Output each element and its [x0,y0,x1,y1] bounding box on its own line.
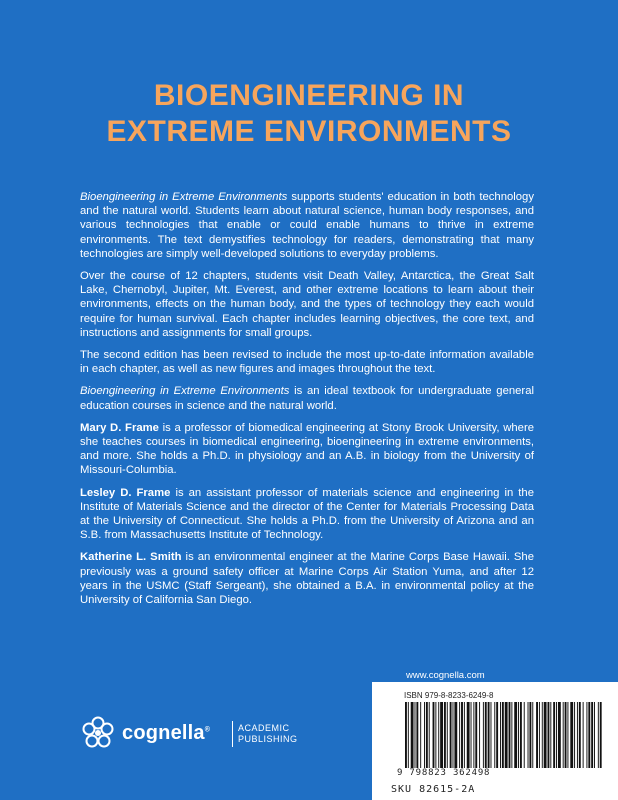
description-paragraph-2: Over the course of 12 chapters, students visit Death Valley, Antarctica, the Great Salt Lake, Chernobyl, Jupiter, Mt. Everest, and other extreme locations to learn about their environments, effects on the human body, and the types of technology they each would require for human survival. Each chapter includes learning objectives, the core text, and instructions and assignments for small groups. [80,270,534,339]
author-name: Lesley D. Frame [80,486,171,499]
description-paragraph-3: The second edition has been revised to include the most up-to-date information available in each chapter, as well as new figures and images throughout the text. [80,349,534,376]
description-text: is an ideal textbook for undergraduate general education courses in science and the natural world. [80,385,534,412]
description-paragraph-4 [80,384,534,412]
book-title-italic: Bioengineering in Extreme Environments [80,191,288,203]
author-bio-text: is an environmental engineer at the Marine Corps Base Hawaii. She previously was a ground safety officer at Marine Corps Air Station Yuma, and after 12 years in the USMC (Staff Sergeant), she obtained a B.A. in environmental policy at the University of California San Diego. [80,551,534,607]
description-text: supports students' education in both technology and the natural world. Students learn about natural science, human body responses, and various technologies that enable or could enable humans to thrive in extreme environments. The text demystifies technology for readers, demonstrating that many technologies are simply well-developed solutions to everyday problems. [80,191,534,260]
book-title-line2: EXTREME ENVIRONMENTS [106,115,512,148]
logo-divider [232,721,233,747]
author-bio-2 [80,486,534,543]
description-paragraph-1 [80,190,534,261]
author-name: Katherine L. Smith [80,551,182,564]
back-cover-description [80,190,534,615]
author-bio-text: is an assistant professor of materials science and engineering in the Institute of Materials Science and the director of the Center for Materials Processing Data at the University of Connecticut. She holds a Ph.D. from the University of Arizona and an S.B. from Massachusetts Institute of Technology. [80,486,534,542]
book-title [0,78,618,150]
author-bio-text: is a professor of biomedical engineering at Stony Brook University, where she teaches courses in biomedical engineering, bioengineering in extreme environments, and more. She holds a Ph.D. in physiology and an A.B. in biology from the University of Missouri-Columbia. [80,421,534,477]
publisher-url[interactable]: www.cognella.com [406,670,485,681]
author-name: Mary D. Frame [80,421,159,434]
cognella-flower-icon [80,715,116,751]
publisher-subtitle-line2: PUBLISHING [238,734,298,744]
barcode-graphic [403,702,603,768]
isbn-label: ISBN 979-8-8233-6249-8 [404,691,494,700]
author-bio-1 [80,421,534,478]
publisher-subtitle-line1: ACADEMIC [238,723,290,733]
publisher-logo [80,715,310,755]
barcode-digits: 9 798823 362498 [397,768,491,778]
book-title-line1: BIOENGINEERING IN [153,79,465,112]
publisher-name: cognella® [122,722,211,744]
publisher-subtitle [238,723,298,745]
book-title-italic: Bioengineering in Extreme Environments [80,385,290,398]
sku-label: SKU 82615-2A [391,784,476,795]
author-bio-3 [80,550,534,607]
